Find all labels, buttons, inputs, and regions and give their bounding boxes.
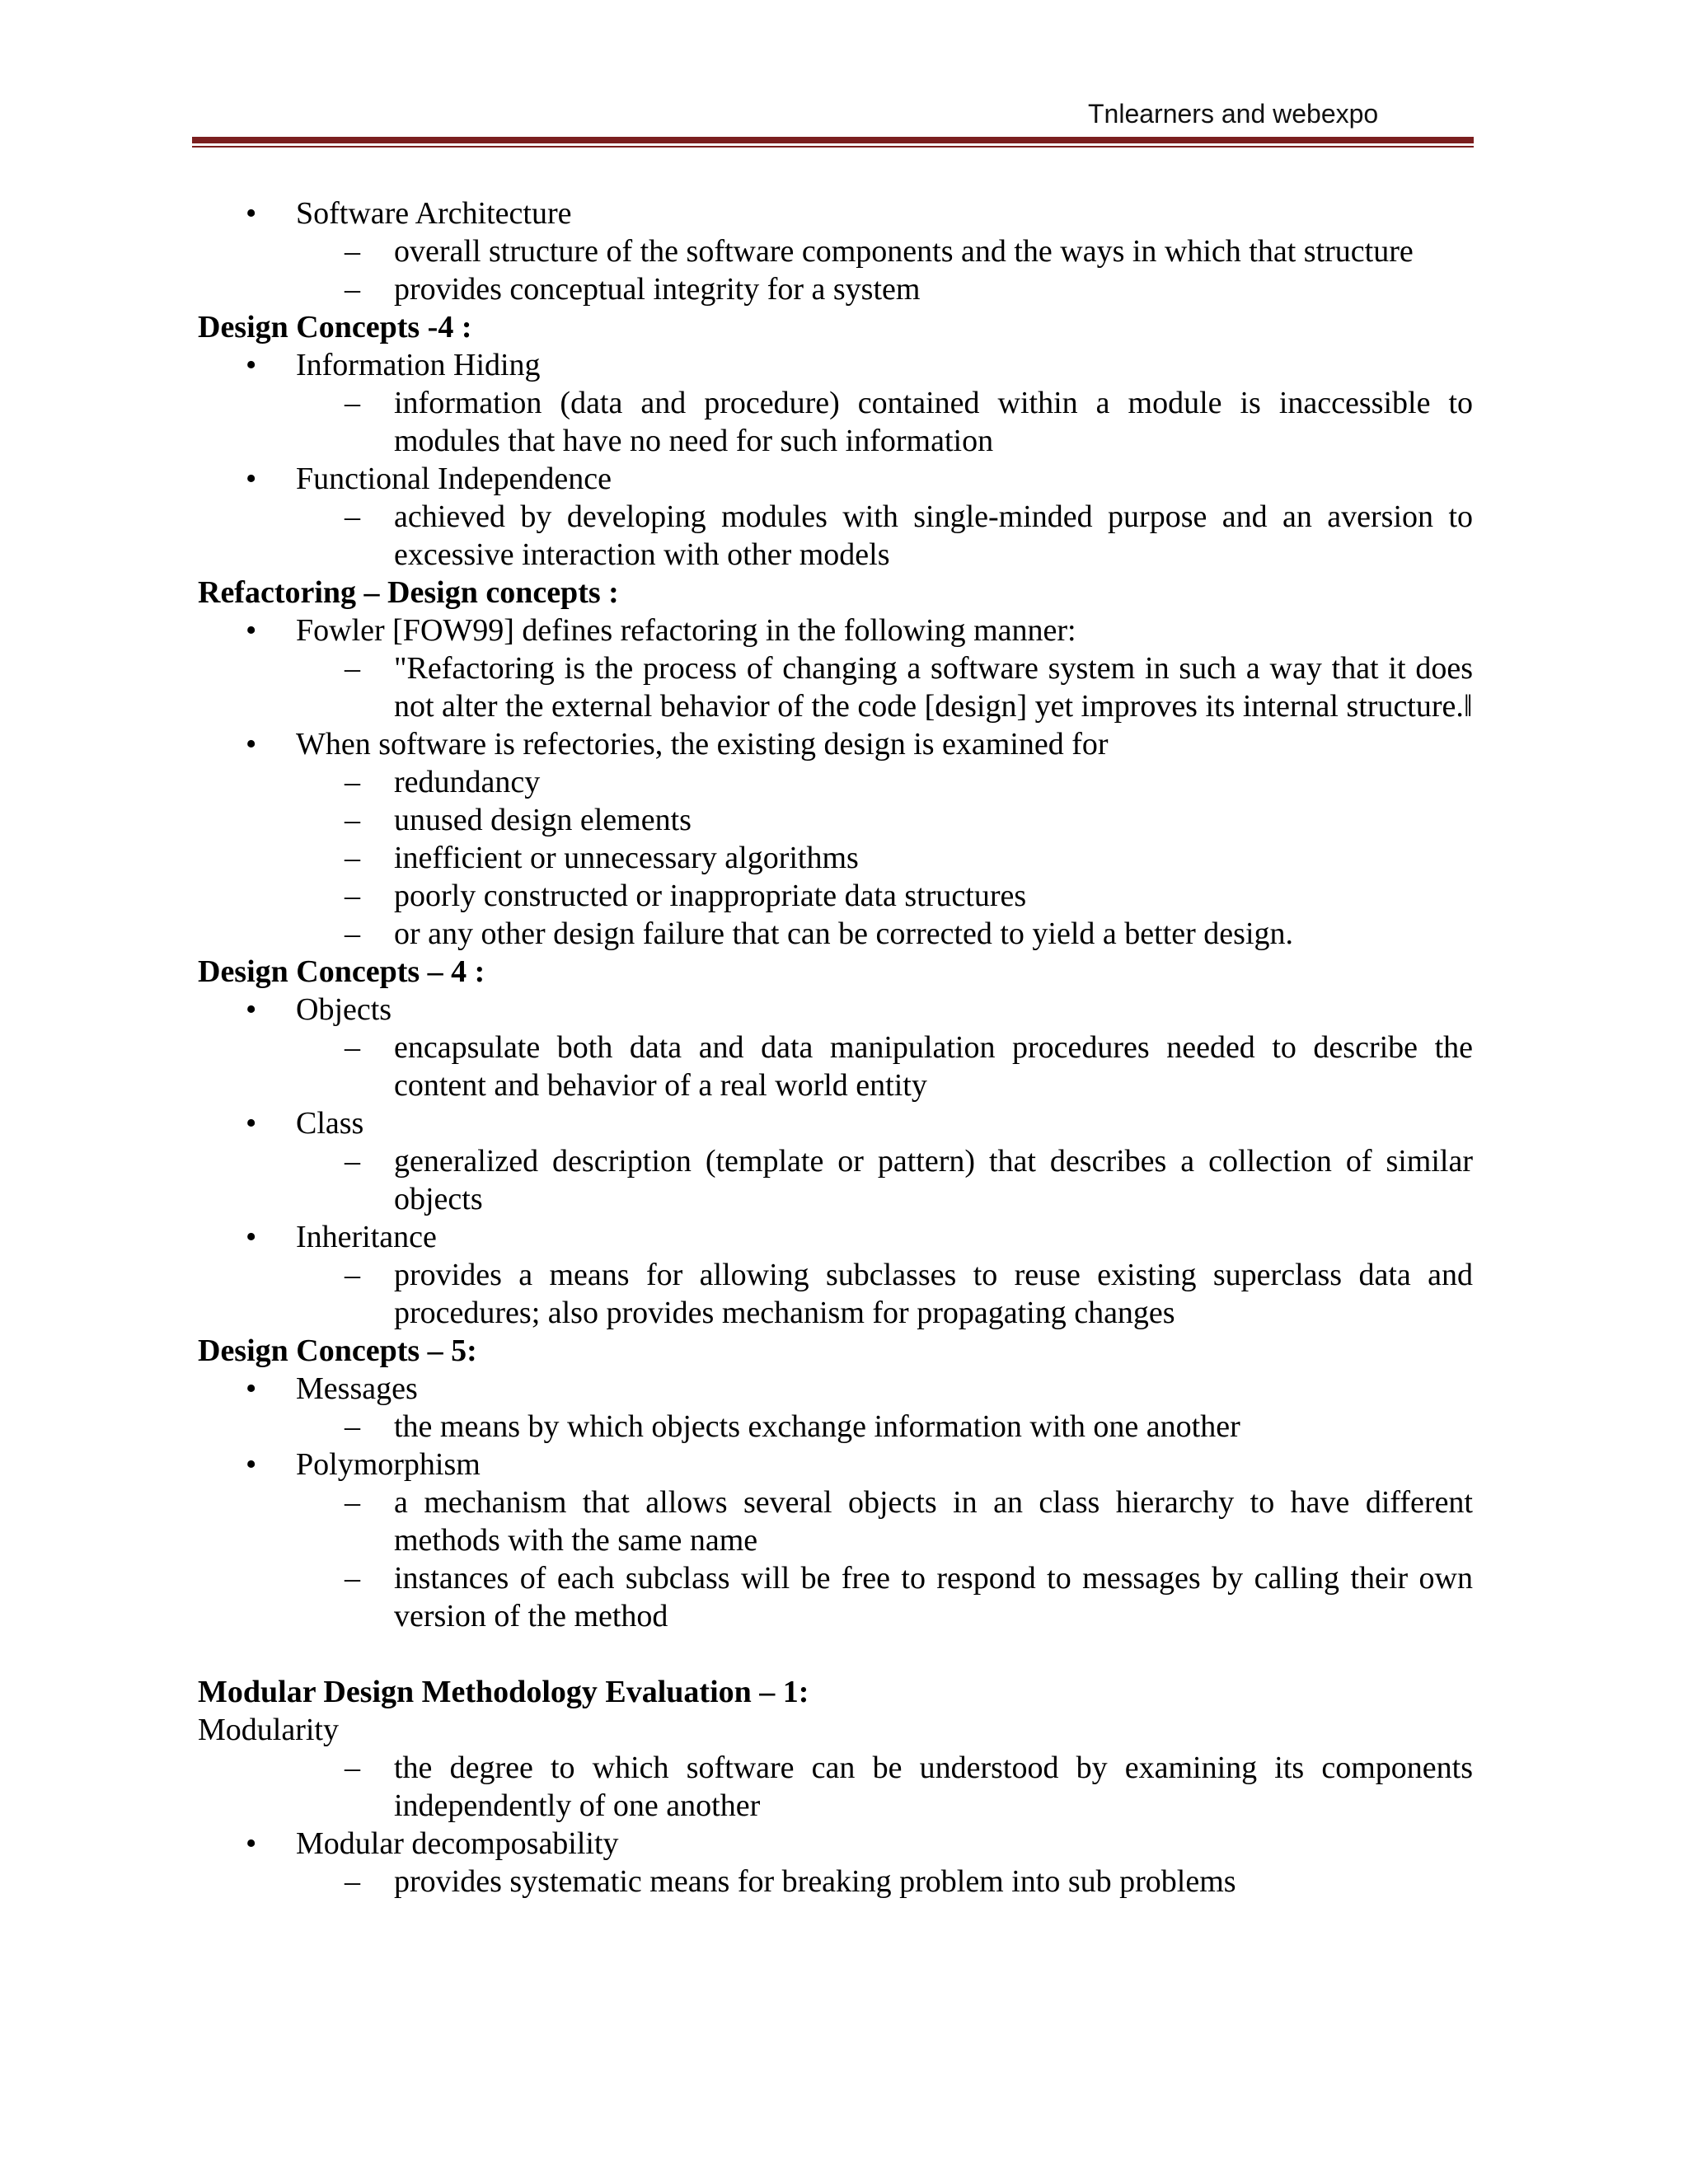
bullet-icon: •	[246, 1447, 257, 1482]
sub-item	[198, 649, 1479, 725]
bullet-item	[198, 460, 1479, 498]
dash-icon: –	[345, 841, 360, 875]
bullet-item-text: Software Architecture	[296, 196, 572, 231]
sub-item-text: poorly constructed or inappropriate data structures	[394, 879, 1027, 913]
sub-item	[198, 1142, 1479, 1218]
bullet-item	[198, 1104, 1479, 1142]
bullet-item	[198, 612, 1479, 649]
sub-item-text: unused design elements	[394, 803, 692, 837]
plain-text-line: Modularity	[198, 1713, 339, 1747]
dash-icon: –	[345, 1864, 360, 1899]
section-heading: Design Concepts – 4 :	[198, 954, 485, 989]
sub-item	[198, 877, 1479, 915]
sub-item-text: or any other design failure that can be corrected to yield a better design.	[394, 916, 1293, 951]
bullet-icon: •	[246, 348, 257, 382]
bullet-icon: •	[246, 1826, 257, 1861]
bullet-item	[198, 346, 1479, 384]
bullet-icon: •	[246, 1106, 257, 1141]
bullet-icon: •	[246, 1371, 257, 1406]
bullet-item	[198, 194, 1479, 232]
bullet-item	[198, 1446, 1479, 1483]
sub-item	[198, 232, 1479, 270]
sub-item-text: a mechanism that allows several objects in an class hierarchy to have different methods with the same name	[394, 1485, 1473, 1558]
sub-item	[198, 384, 1479, 460]
bullet-icon: •	[246, 1220, 257, 1254]
sub-item	[198, 915, 1479, 953]
sub-item	[198, 1256, 1479, 1332]
sub-item	[198, 1408, 1479, 1446]
sub-item	[198, 1863, 1479, 1900]
bullet-item	[198, 1825, 1479, 1863]
dash-icon: –	[345, 879, 360, 913]
sub-item-text: achieved by developing modules with single-minded purpose and an aversion to excessive interaction with other models	[394, 499, 1473, 572]
dash-icon: –	[345, 386, 360, 420]
sub-item-text: the means by which objects exchange information with one another	[394, 1409, 1240, 1444]
bullet-item-text: Information Hiding	[296, 348, 541, 382]
dash-icon: –	[345, 765, 360, 799]
sub-item-text: inefficient or unnecessary algorithms	[394, 841, 859, 875]
dash-icon: –	[345, 1561, 360, 1596]
dash-icon: –	[345, 272, 360, 307]
bullet-item-text: Functional Independence	[296, 462, 612, 496]
sub-item	[198, 763, 1479, 801]
dash-icon: –	[345, 916, 360, 951]
sub-item-text: encapsulate both data and data manipulation procedures needed to describe the content and behavior of a real world entity	[394, 1030, 1473, 1103]
bullet-item-text: Modular decomposability	[296, 1826, 619, 1861]
bullet-item	[198, 991, 1479, 1029]
dash-icon: –	[345, 803, 360, 837]
bullet-icon: •	[246, 462, 257, 496]
sub-item	[198, 839, 1479, 877]
sub-item	[198, 1029, 1479, 1104]
section-heading: Design Concepts -4 :	[198, 310, 472, 344]
header-rule-thin	[192, 146, 1474, 148]
sub-item	[198, 801, 1479, 839]
page-header-title: Tnlearners and webexpo	[1088, 99, 1379, 129]
blank-gap	[198, 1635, 1479, 1673]
sub-item-text: the degree to which software can be understood by examining its components independently of one another	[394, 1750, 1473, 1823]
dash-icon: –	[345, 1258, 360, 1292]
bullet-item-text: When software is refectories, the existing design is examined for	[296, 727, 1109, 762]
bullet-item	[198, 1370, 1479, 1408]
sub-item-text: overall structure of the software components and the ways in which that structure	[394, 234, 1414, 269]
bullet-item-text: Objects	[296, 992, 392, 1027]
bullet-item	[198, 1218, 1479, 1256]
bullet-item-text: Polymorphism	[296, 1447, 481, 1482]
document-body	[198, 194, 1479, 1900]
section-heading: Design Concepts – 5:	[198, 1333, 477, 1368]
sub-item-text: redundancy	[394, 765, 541, 799]
bullet-item-text: Fowler [FOW99] defines refactoring in the following manner:	[296, 613, 1076, 648]
sub-item-text: information (data and procedure) contained within a module is inaccessible to modules that have no need for such information	[394, 386, 1473, 458]
sub-item	[198, 1483, 1479, 1559]
dash-icon: –	[345, 499, 360, 534]
dash-icon: –	[345, 1409, 360, 1444]
header-rule-thick	[192, 137, 1474, 143]
bullet-icon: •	[246, 992, 257, 1027]
bullet-item-text: Class	[296, 1106, 364, 1141]
section-heading: Refactoring – Design concepts :	[198, 575, 619, 610]
section-heading: Modular Design Methodology Evaluation – 1:	[198, 1675, 809, 1709]
bullet-item-text: Messages	[296, 1371, 418, 1406]
bullet-icon: •	[246, 196, 257, 231]
dash-icon: –	[345, 1485, 360, 1520]
dash-icon: –	[345, 1144, 360, 1179]
bullet-item	[198, 725, 1479, 763]
sub-item	[198, 498, 1479, 574]
sub-item-text: provides a means for allowing subclasses to reuse existing superclass data and procedures; also provides mechanism for propagating changes	[394, 1258, 1473, 1330]
bullet-icon: •	[246, 613, 257, 648]
bullet-icon: •	[246, 727, 257, 762]
bullet-item-text: Inheritance	[296, 1220, 437, 1254]
sub-item	[198, 1749, 1479, 1825]
sub-item	[198, 1559, 1479, 1635]
dash-icon: –	[345, 651, 360, 686]
sub-item	[198, 270, 1479, 308]
sub-item-text: provides systematic means for breaking problem into sub problems	[394, 1864, 1236, 1899]
dash-icon: –	[345, 234, 360, 269]
dash-icon: –	[345, 1030, 360, 1065]
dash-icon: –	[345, 1750, 360, 1785]
sub-item-text: instances of each subclass will be free to respond to messages by calling their own version of the method	[394, 1561, 1473, 1633]
sub-item-text: provides conceptual integrity for a system	[394, 272, 921, 307]
sub-item-text: generalized description (template or pattern) that describes a collection of similar objects	[394, 1144, 1473, 1216]
sub-item-text: "Refactoring is the process of changing a software system in such a way that it does not alter the external behavior of the code [design] yet improves its internal structure.‖	[394, 651, 1473, 724]
